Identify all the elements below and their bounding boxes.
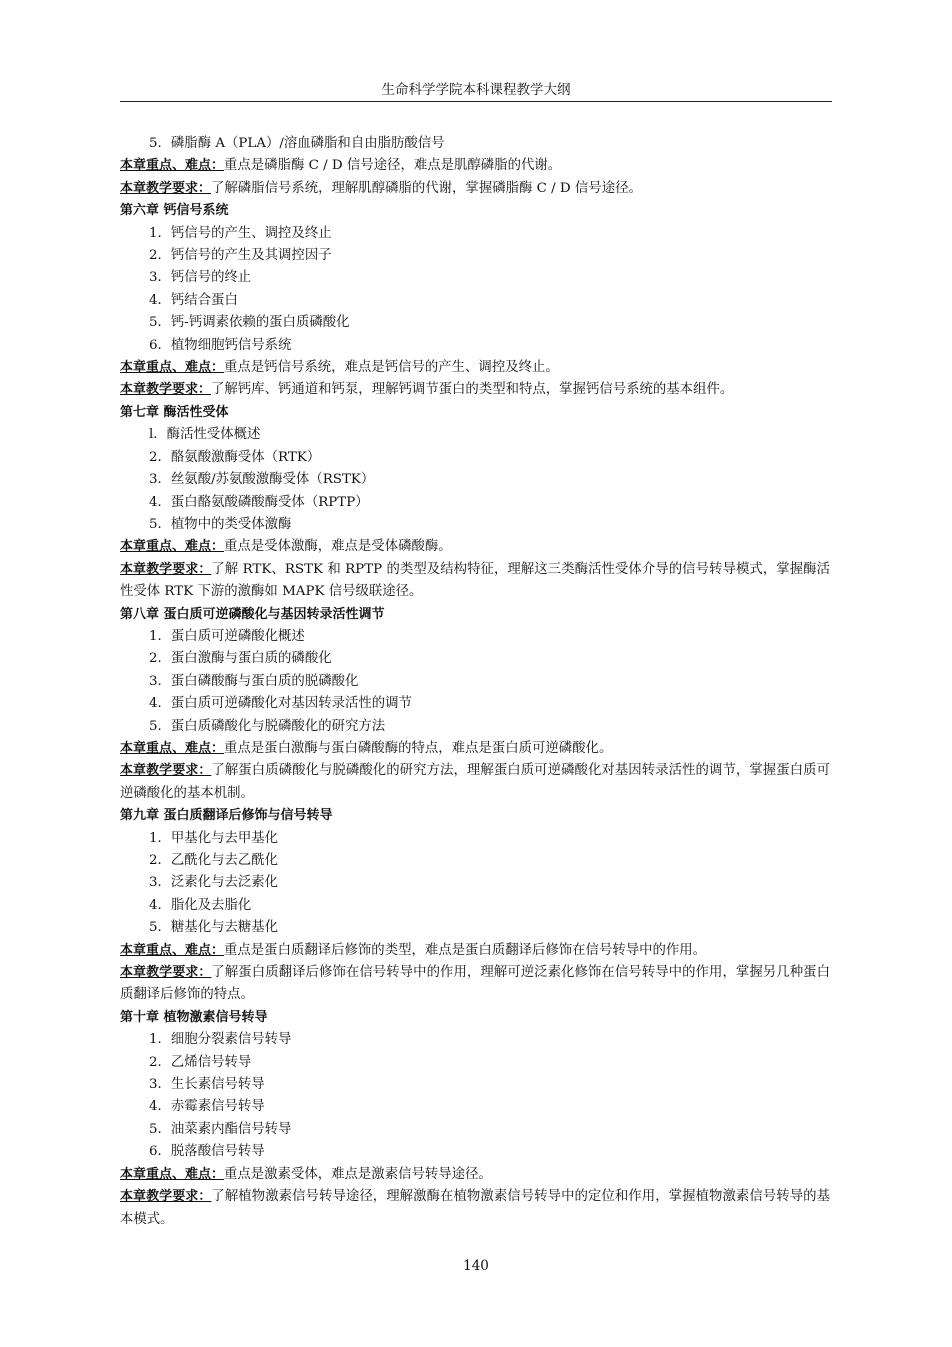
requirements-label: 本章教学要求： xyxy=(120,561,212,577)
list-item: 5．油菜素内酯信号转导 xyxy=(149,1121,292,1137)
list-item: 1．蛋白质可逆磷酸化概述 xyxy=(149,628,305,644)
page-header-title: 生命科学学院本科课程教学大纲 xyxy=(381,82,571,98)
requirements-text: 了解蛋白质磷酸化与脱磷酸化的研究方法，理解蛋白质可逆磷酸化对基因转录活性的调节，掌握蛋白质可逆磷酸化的基本机制。 xyxy=(120,763,830,801)
chapter-key-points xyxy=(120,155,830,177)
key-points-label: 本章重点、难点： xyxy=(120,1166,225,1182)
requirements-text: 了解磷脂信号系统，理解肌醇磷脂的代谢，掌握磷脂酶 C / D 信号途径。 xyxy=(211,180,642,196)
chapter-key-points xyxy=(120,1164,830,1186)
key-points-text: 重点是磷脂酶 C / D 信号途径，难点是肌醇磷脂的代谢。 xyxy=(224,158,562,174)
chapter-10 xyxy=(120,1007,830,1231)
list-item: 4．蛋白酪氨酸磷酸酶受体（RPTP） xyxy=(149,494,369,510)
list-item: 6．植物细胞钙信号系统 xyxy=(149,337,292,353)
chapter-key-points xyxy=(120,940,830,962)
document-body xyxy=(120,133,830,1231)
key-points-text: 重点是蛋白质翻译后修饰的类型，难点是蛋白质翻译后修饰在信号转导中的作用。 xyxy=(224,942,707,958)
chapter-key-points xyxy=(120,536,830,558)
chapter-requirements xyxy=(120,1186,830,1231)
chapter-6 xyxy=(120,200,830,402)
key-points-label: 本章重点、难点： xyxy=(120,360,225,376)
list-item: 3．蛋白磷酸酶与蛋白质的脱磷酸化 xyxy=(149,673,359,689)
requirements-label: 本章教学要求： xyxy=(120,1189,212,1205)
key-points-text: 重点是受体激酶，难点是受体磷酸酶。 xyxy=(224,539,452,555)
list-item: 6．脱落酸信号转导 xyxy=(149,1144,265,1160)
list-item: 1．钙信号的产生、调控及终止 xyxy=(149,225,332,241)
requirements-label: 本章教学要求： xyxy=(120,763,212,779)
chapter-requirements xyxy=(120,962,830,1007)
list-item: 3．丝氨酸/苏氨酸激酶受体（RSTK） xyxy=(149,472,375,488)
chapter-requirements xyxy=(120,178,830,200)
chapter-title: 第六章 钙信号系统 xyxy=(120,203,229,219)
list-item: 1．细胞分裂素信号转导 xyxy=(149,1032,292,1048)
chapter-requirements xyxy=(120,559,830,604)
key-points-text: 重点是激素受体，难点是激素信号转导途径。 xyxy=(224,1166,492,1182)
requirements-text: 了解钙库、钙通道和钙泵，理解钙调节蛋白的类型和特点，掌握钙信号系统的基本组件。 xyxy=(211,382,734,398)
requirements-label: 本章教学要求： xyxy=(120,382,212,398)
list-item: 4．蛋白质可逆磷酸化对基因转录活性的调节 xyxy=(149,696,412,712)
header-divider xyxy=(120,101,832,102)
list-item: 2．乙烯信号转导 xyxy=(149,1054,252,1070)
requirements-text: 了解 RTK、RSTK 和 RPTP 的类型及结构特征，理解这三类酶活性受体介导的信号转导模式，掌握酶活性受体 RTK 下游的激酶如 MAPK 信号级联途径。 xyxy=(120,561,830,600)
chapter-key-points xyxy=(120,738,830,760)
list-item: 3．泛素化与去泛素化 xyxy=(149,875,279,891)
list-item: 2．钙信号的产生及其调控因子 xyxy=(149,248,332,264)
key-points-label: 本章重点、难点： xyxy=(120,158,225,174)
list-item: 4．脂化及去脂化 xyxy=(149,897,252,913)
list-item: 2．乙酰化与去乙酰化 xyxy=(149,853,279,868)
list-item: 5．植物中的类受体激酶 xyxy=(149,516,292,532)
list-item: 5．磷脂酶 A（PLA）/溶血磷脂和自由脂肪酸信号 xyxy=(149,136,445,151)
list-item: 5．蛋白质磷酸化与脱磷酸化的研究方法 xyxy=(149,718,386,734)
list-item: 3．生长素信号转导 xyxy=(149,1077,265,1093)
key-points-label: 本章重点、难点： xyxy=(120,539,225,555)
requirements-text: 了解蛋白质翻译后修饰在信号转导中的作用，理解可逆泛素化修饰在信号转导中的作用，掌握另几种蛋白质翻译后修饰的特点。 xyxy=(120,965,830,1003)
chapter-title: 第七章 酶活性受体 xyxy=(120,404,229,420)
chapter-7 xyxy=(120,402,830,604)
chapter-requirements xyxy=(120,760,830,805)
page-number: 140 xyxy=(463,1258,489,1274)
key-points-label: 本章重点、难点： xyxy=(120,942,225,958)
chapter-title: 第十章 植物激素信号转导 xyxy=(120,1009,268,1025)
requirements-text: 了解植物激素信号转导途径，理解激酶在植物激素信号转导中的定位和作用，掌握植物激素信号转导的基本模式。 xyxy=(120,1189,830,1227)
requirements-label: 本章教学要求： xyxy=(120,965,212,981)
chapter-8 xyxy=(120,604,830,806)
chapter-key-points xyxy=(120,357,830,379)
list-item: 5．糖基化与去糖基化 xyxy=(149,920,279,936)
chapter-title: 第九章 蛋白质翻译后修饰与信号转导 xyxy=(120,808,333,824)
chapter-title: 第八章 蛋白质可逆磷酸化与基因转录活性调节 xyxy=(120,606,385,622)
key-points-text: 重点是蛋白激酶与蛋白磷酸酶的特点，难点是蛋白质可逆磷酸化。 xyxy=(224,740,613,756)
list-item: 5．钙-钙调素依赖的蛋白质磷酸化 xyxy=(149,315,350,331)
list-item: 1．甲基化与去甲基化 xyxy=(149,830,279,846)
list-item: l．酶活性受体概述 xyxy=(149,427,261,443)
list-item: 4．赤霉素信号转导 xyxy=(149,1099,265,1115)
list-item: 2．蛋白激酶与蛋白质的磷酸化 xyxy=(149,651,332,667)
list-item: 3．钙信号的终止 xyxy=(149,270,252,286)
list-item: 4．钙结合蛋白 xyxy=(149,292,238,308)
requirements-label: 本章教学要求： xyxy=(120,180,212,196)
list-item: 2．酪氨酸激酶受体（RTK） xyxy=(149,449,321,465)
key-points-text: 重点是钙信号系统，难点是钙信号的产生、调控及终止。 xyxy=(224,360,559,376)
chapter-9 xyxy=(120,805,830,1007)
key-points-label: 本章重点、难点： xyxy=(120,740,225,756)
chapter-requirements xyxy=(120,379,830,401)
